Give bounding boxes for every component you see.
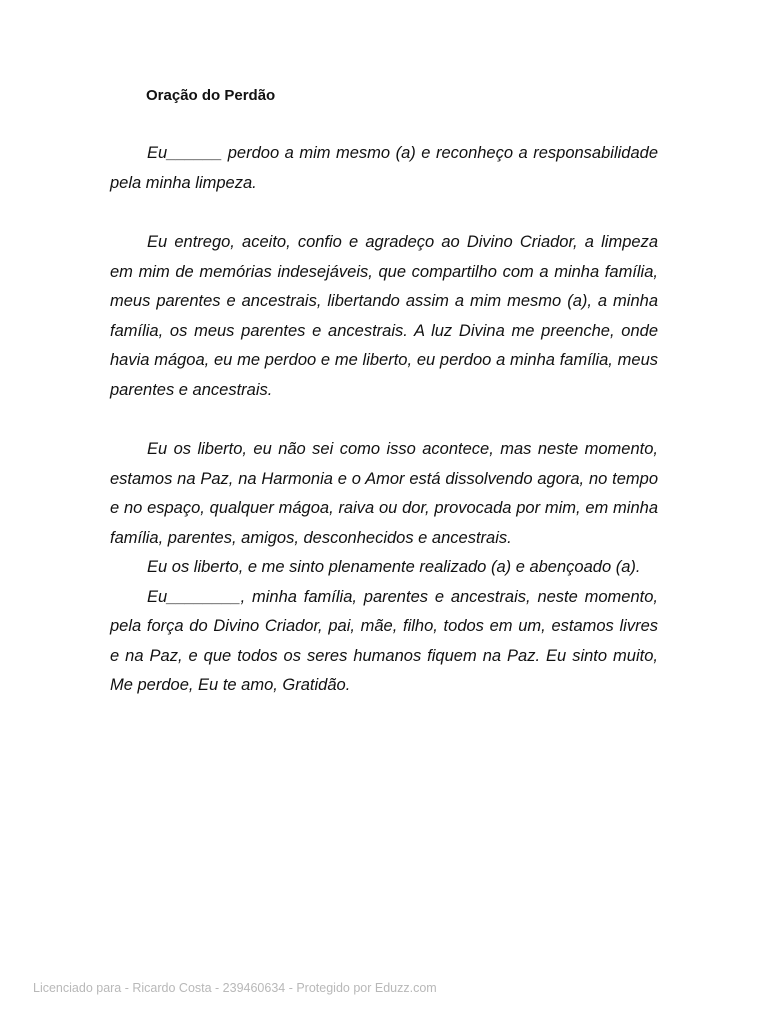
paragraph-gratitude: Eu________, minha família, parentes e ancestrais, neste momento, pela força do Divino Criador, pai, mãe, filho, todos em um, estamos livres e na Paz, e que todos os seres humanos fiquem na Paz. Eu sinto muito, Me perdoe, Eu te amo, Gratidão.: [110, 587, 658, 694]
paragraph-surrender: Eu entrego, aceito, confio e agradeço ao Divino Criador, a limpeza em mim de memórias indesejáveis, que compartilho com a minha família, meus parentes e ancestrais, libertando assim a mim mesmo (a), a minha família, os meus parentes e ancestrais. A luz Divina me preenche, onde havia mágoa, eu me perdoo e me liberto, eu perdoo a minha família, meus parentes e ancestrais.: [110, 233, 658, 399]
spacer: [110, 108, 658, 139]
spacer: [110, 198, 658, 228]
paragraph-blessed: Eu os liberto, e me sinto plenamente realizado (a) e abençoado (a).: [147, 558, 641, 576]
license-watermark: Licenciado para - Ricardo Costa - 239460634 - Protegido por Eduzz.com: [33, 981, 437, 995]
paragraph-forgive-self: Eu______ perdoo a mim mesmo (a) e reconheço a responsabilidade pela minha limpeza.: [110, 144, 658, 192]
document-page: [110, 84, 658, 701]
spacer: [110, 405, 658, 435]
paragraph-liberation: Eu os liberto, eu não sei como isso acontece, mas neste momento, estamos na Paz, na Harmonia e o Amor está dissolvendo agora, no tempo e no espaço, qualquer mágoa, raiva ou dor, provocada por mim, em minha família, parentes, amigos, desconhecidos e ancestrais.: [110, 440, 658, 547]
document-title: Oração do Perdão: [146, 87, 276, 104]
